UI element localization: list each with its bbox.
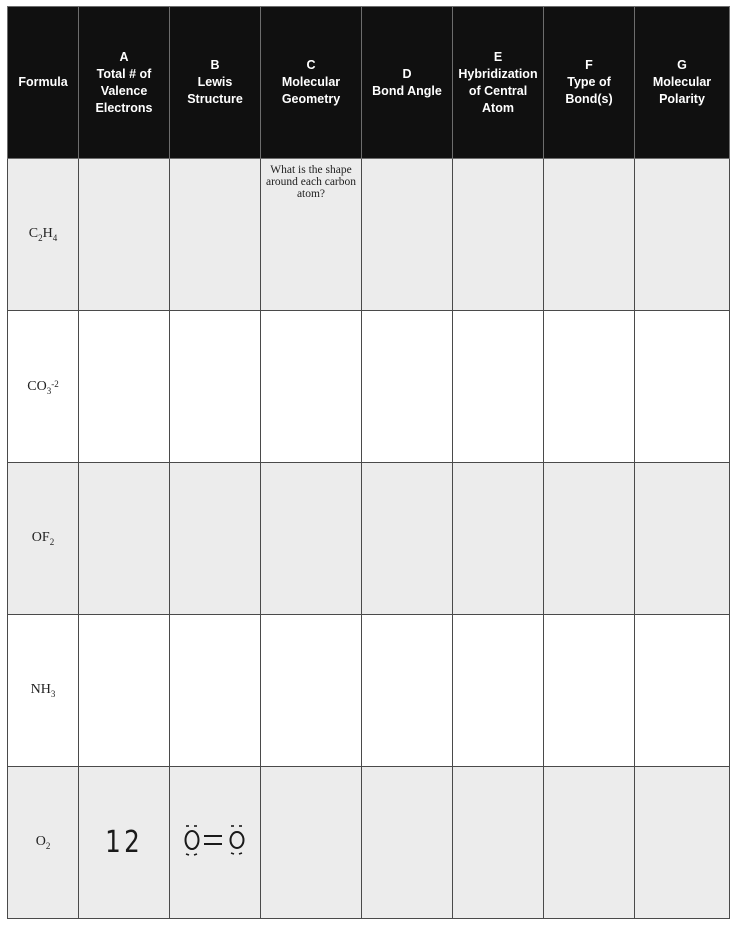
header-title: Total # of Valence Electrons	[95, 66, 153, 115]
answer-cell-d[interactable]	[362, 615, 453, 767]
header-title: Hybridization of Central Atom	[458, 66, 538, 115]
answer-cell-b[interactable]	[170, 463, 261, 615]
answer-cell-g[interactable]	[635, 463, 730, 615]
header-title: Bond Angle	[372, 83, 442, 98]
worksheet-table	[7, 6, 730, 919]
answer-cell-e[interactable]	[453, 767, 544, 919]
answer-cell-d[interactable]	[362, 463, 453, 615]
answer-cell-c[interactable]	[261, 311, 362, 463]
table-row	[8, 615, 730, 767]
header-e	[453, 7, 544, 159]
answer-cell-d[interactable]	[362, 767, 453, 919]
answer-cell-f[interactable]	[544, 159, 635, 311]
header-a	[79, 7, 170, 159]
header-title: Type of Bond(s)	[565, 75, 613, 106]
answer-cell-a[interactable]	[79, 767, 170, 919]
answer-cell-e[interactable]	[453, 311, 544, 463]
header-letter: B	[210, 58, 220, 72]
answer-cell-c[interactable]	[261, 159, 362, 311]
header-title: Lewis Structure	[187, 75, 243, 106]
header-b	[170, 7, 261, 159]
answer-cell-a[interactable]	[79, 311, 170, 463]
answer-cell-f[interactable]	[544, 615, 635, 767]
header-letter: G	[677, 58, 687, 72]
header-row	[8, 7, 730, 159]
handwritten-lewis-structure	[170, 820, 260, 865]
formula-cell	[8, 311, 79, 463]
header-letter: A	[119, 49, 129, 64]
formula-cell	[8, 615, 79, 767]
header-letter: D	[402, 66, 412, 81]
handwritten-valence-answer: 12	[105, 825, 143, 860]
answer-cell-b[interactable]	[170, 159, 261, 311]
answer-cell-c[interactable]	[261, 615, 362, 767]
header-letter: F	[585, 58, 593, 72]
table-row	[8, 311, 730, 463]
header-letter: E	[493, 49, 503, 64]
answer-cell-f[interactable]	[544, 767, 635, 919]
header-title: Molecular Polarity	[652, 75, 712, 106]
answer-cell-e[interactable]	[453, 615, 544, 767]
table-row	[8, 767, 730, 919]
answer-cell-g[interactable]	[635, 311, 730, 463]
formula-text: $O_2$	[35, 834, 51, 851]
answer-cell-e[interactable]	[453, 463, 544, 615]
answer-cell-e[interactable]	[453, 159, 544, 311]
formula-cell	[8, 463, 79, 615]
answer-cell-a[interactable]	[79, 159, 170, 311]
header-f	[544, 7, 635, 159]
header-c	[261, 7, 362, 159]
answer-cell-g[interactable]	[635, 767, 730, 919]
formula-text: $OF_2$	[31, 530, 55, 547]
answer-cell-f[interactable]	[544, 311, 635, 463]
answer-cell-g[interactable]	[635, 615, 730, 767]
formula-cell	[8, 767, 79, 919]
lewis-structure-drawing	[182, 820, 254, 860]
answer-cell-g[interactable]	[635, 159, 730, 311]
header-title: Formula	[18, 75, 68, 89]
formula-text: $NH_3$	[30, 682, 56, 699]
header-title: Molecular Geometry	[281, 75, 341, 106]
header-letter: C	[306, 58, 316, 72]
formula-text: $C_2H_4$	[28, 226, 58, 243]
answer-cell-d[interactable]	[362, 311, 453, 463]
formula-cell	[8, 159, 79, 311]
header-formula	[8, 7, 79, 159]
answer-cell-b[interactable]	[170, 615, 261, 767]
geometry-prompt: What is the shape around each carbon atom?	[265, 164, 357, 200]
answer-cell-d[interactable]	[362, 159, 453, 311]
header-d	[362, 7, 453, 159]
header-g	[635, 7, 730, 159]
answer-cell-b[interactable]	[170, 767, 261, 919]
table-row	[8, 463, 730, 615]
formula-text: $CO_3^{-2}$	[27, 378, 59, 397]
answer-cell-c[interactable]	[261, 767, 362, 919]
answer-cell-f[interactable]	[544, 463, 635, 615]
answer-cell-a[interactable]	[79, 463, 170, 615]
answer-cell-a[interactable]	[79, 615, 170, 767]
answer-cell-c[interactable]	[261, 463, 362, 615]
table-row	[8, 159, 730, 311]
answer-cell-b[interactable]	[170, 311, 261, 463]
